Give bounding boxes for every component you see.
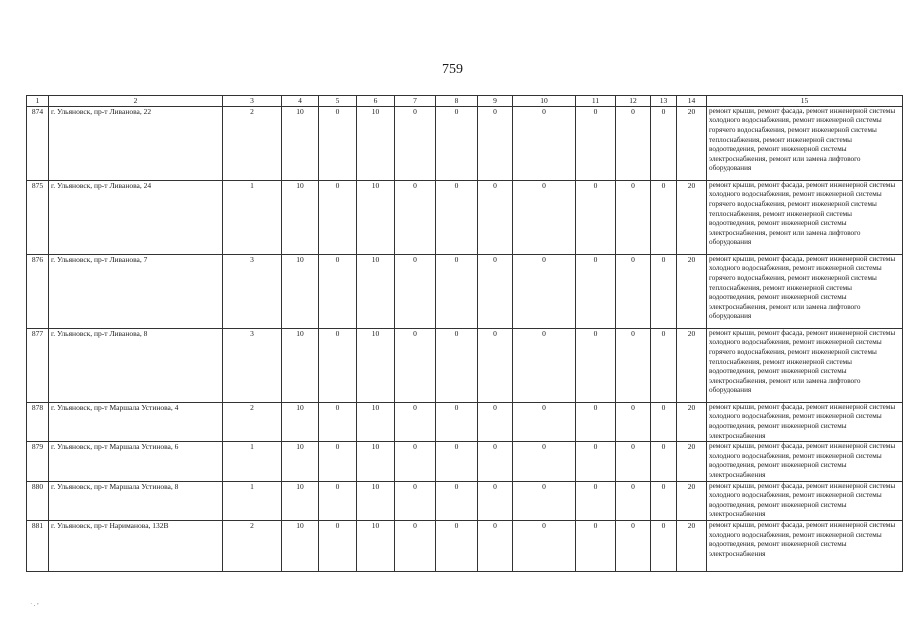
works-register-table	[26, 95, 903, 572]
column-header: 7	[395, 96, 436, 107]
cell-col-6: 10	[357, 481, 395, 520]
cell-col-7: 0	[395, 442, 436, 481]
cell-col-13: 0	[651, 328, 677, 402]
row-works: ремонт крыши, ремонт фасада, ремонт инженерной системы холодного водоснабжения, ремонт инженерной системы горячего водоснабжения, ремонт инженерной системы теплоснабжения, ремонт инженерной системы водоотведения, ремонт инженерной системы электроснабжения, ремонт или замена лифтового оборудования	[707, 180, 903, 254]
column-header: 8	[436, 96, 478, 107]
cell-col-6: 10	[357, 402, 395, 441]
cell-col-9: 0	[478, 442, 513, 481]
cell-col-8: 0	[436, 180, 478, 254]
cell-col-8: 0	[436, 481, 478, 520]
cell-col-11: 0	[576, 328, 616, 402]
cell-col-10: 0	[513, 402, 576, 441]
cell-col-14: 20	[677, 180, 707, 254]
row-address: г. Ульяновск, пр-т Маршала Устинова, 4	[49, 402, 223, 441]
cell-col-12: 0	[616, 328, 651, 402]
table-row	[27, 328, 903, 402]
column-header: 12	[616, 96, 651, 107]
cell-col-13: 0	[651, 481, 677, 520]
cell-col-12: 0	[616, 254, 651, 328]
cell-col-10: 0	[513, 442, 576, 481]
cell-col-6: 10	[357, 328, 395, 402]
cell-col-3: 3	[223, 254, 282, 328]
cell-col-8: 0	[436, 328, 478, 402]
cell-col-8: 0	[436, 442, 478, 481]
cell-col-5: 0	[319, 481, 357, 520]
cell-col-10: 0	[513, 481, 576, 520]
cell-col-12: 0	[616, 442, 651, 481]
table-row	[27, 254, 903, 328]
row-address: г. Ульяновск, пр-т Нариманова, 132В	[49, 520, 223, 571]
cell-col-10: 0	[513, 180, 576, 254]
cell-col-5: 0	[319, 254, 357, 328]
cell-col-4: 10	[282, 402, 319, 441]
cell-col-12: 0	[616, 481, 651, 520]
row-number: 879	[27, 442, 49, 481]
cell-col-6: 10	[357, 520, 395, 571]
cell-col-10: 0	[513, 520, 576, 571]
table-row	[27, 520, 903, 571]
cell-col-13: 0	[651, 106, 677, 180]
cell-col-4: 10	[282, 180, 319, 254]
cell-col-9: 0	[478, 254, 513, 328]
cell-col-5: 0	[319, 442, 357, 481]
row-number: 880	[27, 481, 49, 520]
cell-col-7: 0	[395, 402, 436, 441]
column-header: 4	[282, 96, 319, 107]
cell-col-8: 0	[436, 254, 478, 328]
cell-col-3: 2	[223, 402, 282, 441]
cell-col-9: 0	[478, 481, 513, 520]
row-number: 874	[27, 106, 49, 180]
cell-col-9: 0	[478, 328, 513, 402]
cell-col-5: 0	[319, 106, 357, 180]
cell-col-12: 0	[616, 402, 651, 441]
cell-col-11: 0	[576, 402, 616, 441]
scan-artifact-mark: ˙·ʼ	[30, 602, 40, 610]
cell-col-4: 10	[282, 254, 319, 328]
cell-col-6: 10	[357, 254, 395, 328]
cell-col-14: 20	[677, 442, 707, 481]
row-number: 881	[27, 520, 49, 571]
cell-col-5: 0	[319, 328, 357, 402]
row-address: г. Ульяновск, пр-т Маршала Устинова, 8	[49, 481, 223, 520]
row-number: 878	[27, 402, 49, 441]
cell-col-6: 10	[357, 106, 395, 180]
table-row	[27, 481, 903, 520]
row-works: ремонт крыши, ремонт фасада, ремонт инженерной системы холодного водоснабжения, ремонт инженерной системы водоотведения, ремонт инженерной системы электроснабжения	[707, 481, 903, 520]
row-number: 877	[27, 328, 49, 402]
row-works: ремонт крыши, ремонт фасада, ремонт инженерной системы холодного водоснабжения, ремонт инженерной системы водоотведения, ремонт инженерной системы электроснабжения	[707, 520, 903, 571]
cell-col-10: 0	[513, 106, 576, 180]
cell-col-8: 0	[436, 520, 478, 571]
cell-col-4: 10	[282, 481, 319, 520]
table-row	[27, 402, 903, 441]
cell-col-7: 0	[395, 254, 436, 328]
cell-col-4: 10	[282, 106, 319, 180]
column-number-header-row	[27, 96, 903, 107]
cell-col-3: 1	[223, 481, 282, 520]
cell-col-10: 0	[513, 328, 576, 402]
cell-col-11: 0	[576, 481, 616, 520]
page-number: 759	[442, 62, 463, 77]
cell-col-13: 0	[651, 520, 677, 571]
cell-col-7: 0	[395, 180, 436, 254]
cell-col-3: 2	[223, 520, 282, 571]
cell-col-14: 20	[677, 520, 707, 571]
row-works: ремонт крыши, ремонт фасада, ремонт инженерной системы холодного водоснабжения, ремонт инженерной системы горячего водоснабжения, ремонт инженерной системы теплоснабжения, ремонт инженерной системы водоотведения, ремонт инженерной системы электроснабжения, ремонт или замена лифтового оборудования	[707, 106, 903, 180]
column-header: 3	[223, 96, 282, 107]
cell-col-11: 0	[576, 106, 616, 180]
table-row	[27, 442, 903, 481]
cell-col-3: 1	[223, 180, 282, 254]
row-address: г. Ульяновск, пр-т Маршала Устинова, 6	[49, 442, 223, 481]
cell-col-7: 0	[395, 106, 436, 180]
column-header: 10	[513, 96, 576, 107]
row-number: 875	[27, 180, 49, 254]
cell-col-13: 0	[651, 254, 677, 328]
column-header: 15	[707, 96, 903, 107]
row-number: 876	[27, 254, 49, 328]
row-works: ремонт крыши, ремонт фасада, ремонт инженерной системы холодного водоснабжения, ремонт инженерной системы водоотведения, ремонт инженерной системы электроснабжения	[707, 402, 903, 441]
cell-col-9: 0	[478, 402, 513, 441]
column-header: 5	[319, 96, 357, 107]
cell-col-13: 0	[651, 442, 677, 481]
row-address: г. Ульяновск, пр-т Ливанова, 22	[49, 106, 223, 180]
cell-col-14: 20	[677, 402, 707, 441]
column-header: 9	[478, 96, 513, 107]
table-row	[27, 106, 903, 180]
cell-col-5: 0	[319, 520, 357, 571]
cell-col-13: 0	[651, 402, 677, 441]
cell-col-4: 10	[282, 520, 319, 571]
cell-col-3: 1	[223, 442, 282, 481]
column-header: 6	[357, 96, 395, 107]
cell-col-14: 20	[677, 106, 707, 180]
cell-col-9: 0	[478, 520, 513, 571]
cell-col-12: 0	[616, 520, 651, 571]
column-header: 2	[49, 96, 223, 107]
cell-col-3: 3	[223, 328, 282, 402]
cell-col-6: 10	[357, 180, 395, 254]
column-header: 11	[576, 96, 616, 107]
table-row	[27, 180, 903, 254]
cell-col-4: 10	[282, 328, 319, 402]
cell-col-7: 0	[395, 481, 436, 520]
cell-col-11: 0	[576, 442, 616, 481]
row-address: г. Ульяновск, пр-т Ливанова, 8	[49, 328, 223, 402]
cell-col-9: 0	[478, 180, 513, 254]
cell-col-7: 0	[395, 328, 436, 402]
cell-col-12: 0	[616, 180, 651, 254]
cell-col-14: 20	[677, 254, 707, 328]
cell-col-5: 0	[319, 180, 357, 254]
cell-col-10: 0	[513, 254, 576, 328]
cell-col-3: 2	[223, 106, 282, 180]
cell-col-5: 0	[319, 402, 357, 441]
cell-col-14: 20	[677, 481, 707, 520]
cell-col-14: 20	[677, 328, 707, 402]
cell-col-9: 0	[478, 106, 513, 180]
cell-col-12: 0	[616, 106, 651, 180]
cell-col-11: 0	[576, 520, 616, 571]
row-works: ремонт крыши, ремонт фасада, ремонт инженерной системы холодного водоснабжения, ремонт инженерной системы водоотведения, ремонт инженерной системы электроснабжения	[707, 442, 903, 481]
row-address: г. Ульяновск, пр-т Ливанова, 7	[49, 254, 223, 328]
cell-col-8: 0	[436, 106, 478, 180]
column-header: 14	[677, 96, 707, 107]
row-works: ремонт крыши, ремонт фасада, ремонт инженерной системы холодного водоснабжения, ремонт инженерной системы горячего водоснабжения, ремонт инженерной системы теплоснабжения, ремонт инженерной системы водоотведения, ремонт инженерной системы электроснабжения, ремонт или замена лифтового оборудования	[707, 328, 903, 402]
cell-col-13: 0	[651, 180, 677, 254]
cell-col-11: 0	[576, 180, 616, 254]
row-works: ремонт крыши, ремонт фасада, ремонт инженерной системы холодного водоснабжения, ремонт инженерной системы горячего водоснабжения, ремонт инженерной системы теплоснабжения, ремонт инженерной системы водоотведения, ремонт инженерной системы электроснабжения, ремонт или замена лифтового оборудования	[707, 254, 903, 328]
cell-col-8: 0	[436, 402, 478, 441]
cell-col-6: 10	[357, 442, 395, 481]
row-address: г. Ульяновск, пр-т Ливанова, 24	[49, 180, 223, 254]
cell-col-11: 0	[576, 254, 616, 328]
cell-col-7: 0	[395, 520, 436, 571]
column-header: 13	[651, 96, 677, 107]
column-header: 1	[27, 96, 49, 107]
cell-col-4: 10	[282, 442, 319, 481]
